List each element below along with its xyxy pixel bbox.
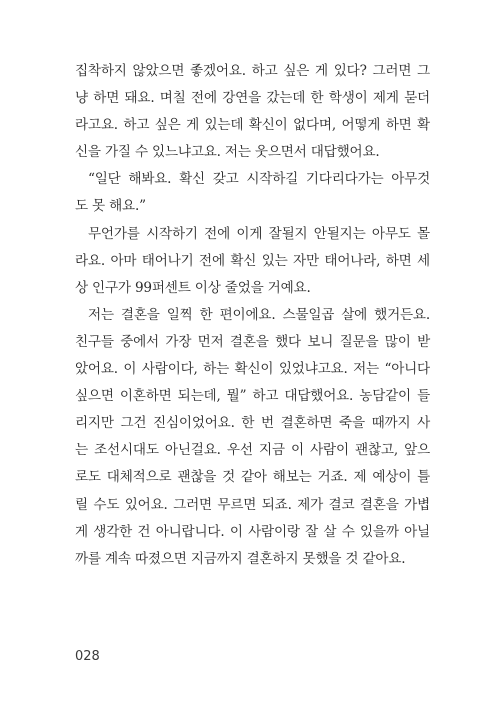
text-line: “일단 해봐요. 확신 갖고 시작하길 기다리다가는 아무것 (88, 171, 430, 188)
text-line: 았어요. 이 사람이다, 하는 확신이 있었냐고요. 저는 “아니다 (75, 361, 430, 378)
text-line: 도 못 해요.” (75, 198, 146, 215)
text-line: 저는 결혼을 일찍 한 편이에요. 스물일곱 살에 했거든요. (88, 306, 430, 323)
text-line: 라고요. 하고 싶은 게 있는데 확신이 없다며, 어떻게 하면 확 (75, 117, 430, 134)
text-line: 리지만 그건 진심이었어요. 한 번 결혼하면 죽을 때까지 사 (75, 415, 430, 432)
text-line: 냥 하면 돼요. 며칠 전에 강연을 갔는데 한 학생이 제게 묻더 (75, 90, 430, 107)
text-line: 게 생각한 건 아니랍니다. 이 사람이랑 잘 살 수 있을까 아닐 (75, 523, 430, 540)
page-number: 028 (75, 649, 100, 664)
text-line: 로도 대체적으로 괜찮을 것 같아 해보는 거죠. 제 예상이 틀 (75, 469, 430, 486)
text-line: 집착하지 않았으면 좋겠어요. 하고 싶은 게 있다? 그러면 그 (75, 63, 430, 79)
text-line: 릴 수도 있어요. 그러면 무르면 되죠. 제가 결코 결혼을 가볍 (75, 496, 430, 513)
body-text (75, 58, 430, 573)
text-line: 는 조선시대도 아닌걸요. 우선 지금 이 사람이 괜찮고, 앞으 (75, 442, 430, 459)
text-line: 라요. 아마 태어나기 전에 확신 있는 자만 태어나라, 하면 세 (75, 252, 430, 269)
text-line: 까를 계속 따졌으면 지금까지 결혼하지 못했을 것 같아요. (75, 550, 406, 567)
text-line: 무언가를 시작하기 전에 이게 잘될지 안될지는 아무도 몰 (88, 225, 430, 242)
text-line: 싶으면 이혼하면 되는데, 뭘” 하고 대답했어요. 농담같이 들 (75, 388, 430, 405)
text-line: 신을 가질 수 있느냐고요. 저는 웃으면서 대답했어요. (75, 144, 380, 161)
text-line: 상 인구가 99퍼센트 이상 줄었을 거예요. (75, 279, 311, 296)
text-line: 친구들 중에서 가장 먼저 결혼을 했다 보니 질문을 많이 받 (75, 333, 430, 350)
